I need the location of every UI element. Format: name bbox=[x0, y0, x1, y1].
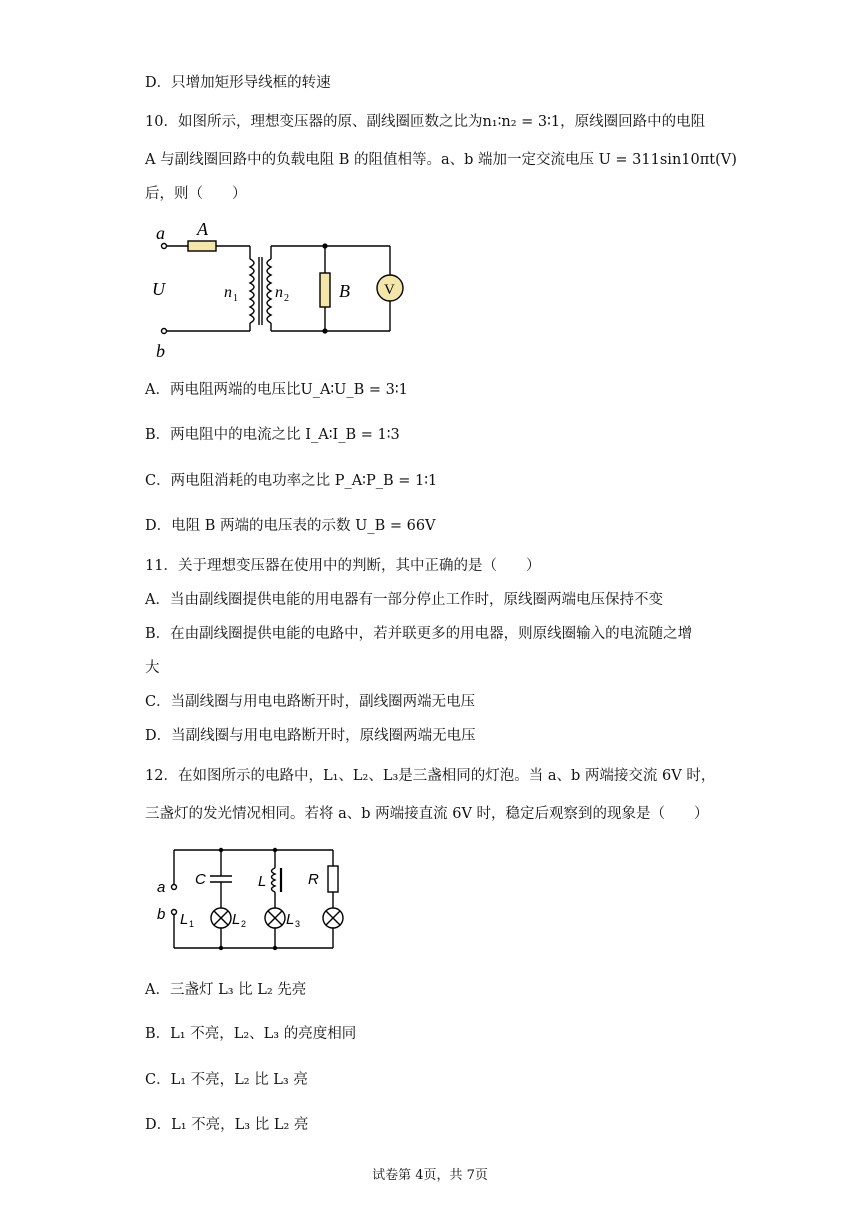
q10-option-d: D．电阻 B 两端的电压表的示数 U_B = 66V bbox=[145, 518, 436, 534]
q12-lamp-circuit-figure bbox=[150, 842, 360, 957]
q10-stem-line2: A 与副线圈回路中的负载电阻 B 的阻值相等。a、b 端加一定交流电压 U = 311sin10πt(V) bbox=[145, 152, 737, 168]
q12-label-l1-sub: 1 bbox=[189, 919, 195, 929]
q9-option-d: D．只增加矩形导线框的转速 bbox=[145, 75, 331, 91]
q12-option-c: C．L₁ 不亮，L₂ 比 L₃ 亮 bbox=[145, 1072, 308, 1088]
q12-label-capacitor: C bbox=[195, 871, 206, 888]
q11-option-b-line1: B．在由副线圈提供电能的电路中，若并联更多的用电器，则原线圈输入的电流随之增 bbox=[145, 626, 693, 642]
q12-stem-line1: 12．在如图所示的电路中，L₁、L₂、L₃是三盏相同的灯泡。当 a、b 两端接交流 6V 时， bbox=[145, 768, 716, 784]
q10-option-a: A．两电阻两端的电压比U_A∶U_B = 3∶1 bbox=[145, 382, 408, 398]
q12-label-a: a bbox=[157, 879, 166, 896]
q11-option-b-line2: 大 bbox=[145, 660, 160, 676]
q11-option-a: A．当由副线圈提供电能的用电器有一部分停止工作时，原线圈两端电压保持不变 bbox=[145, 592, 663, 608]
q10-label-n2: n bbox=[275, 284, 283, 301]
q11-option-c: C．当副线圈与用电电路断开时，副线圈两端无电压 bbox=[145, 694, 476, 710]
q10-label-n1-sub: 1 bbox=[233, 293, 238, 304]
q10-label-resistor-b: B bbox=[339, 281, 350, 301]
q10-label-u: U bbox=[152, 279, 165, 299]
q11-option-d: D．当副线圈与用电电路断开时，原线圈两端无电压 bbox=[145, 728, 476, 744]
q10-transformer-circuit-figure bbox=[140, 215, 420, 365]
q10-label-resistor-a: A bbox=[197, 219, 208, 239]
q12-option-d: D．L₁ 不亮，L₃ 比 L₂ 亮 bbox=[145, 1117, 309, 1133]
q12-option-b: B．L₁ 不亮，L₂、L₃ 的亮度相同 bbox=[145, 1026, 357, 1042]
q12-label-b: b bbox=[157, 906, 166, 923]
q10-stem-line1: 10．如图所示，理想变压器的原、副线圈匝数之比为n₁∶n₂ = 3∶1，原线圈回路中的电阻 bbox=[145, 114, 706, 130]
q10-label-n2-sub: 2 bbox=[284, 293, 289, 304]
q10-label-b: b bbox=[156, 341, 165, 361]
q10-option-c: C．两电阻消耗的电功率之比 P_A∶P_B = 1∶1 bbox=[145, 473, 438, 489]
q10-label-n1: n bbox=[224, 284, 232, 301]
q12-option-a: A．三盏灯 L₃ 比 L₂ 先亮 bbox=[145, 982, 307, 998]
q10-stem-line3: 后，则（ ） bbox=[145, 186, 247, 202]
q12-label-l3-sub: 3 bbox=[295, 919, 301, 929]
q10-option-b: B．两电阻中的电流之比 I_A∶I_B = 1∶3 bbox=[145, 427, 400, 443]
q12-label-resistor: R bbox=[308, 871, 319, 888]
q12-label-l2: L bbox=[232, 911, 241, 928]
q12-label-l3: L bbox=[286, 911, 295, 928]
page-footer: 试卷第 4页，共 7页 bbox=[372, 1168, 488, 1183]
q12-label-inductor: L bbox=[258, 873, 267, 890]
q12-label-l1: L bbox=[180, 911, 189, 928]
q12-stem-line2: 三盏灯的发光情况相同。若将 a、b 两端接直流 6V 时，稳定后观察到的现象是（ ） bbox=[145, 806, 709, 822]
q10-label-a: a bbox=[156, 223, 165, 243]
q12-label-l2-sub: 2 bbox=[241, 919, 247, 929]
q10-label-voltmeter: V bbox=[384, 282, 395, 298]
q11-stem: 11．关于理想变压器在使用中的判断，其中正确的是（ ） bbox=[145, 558, 541, 574]
